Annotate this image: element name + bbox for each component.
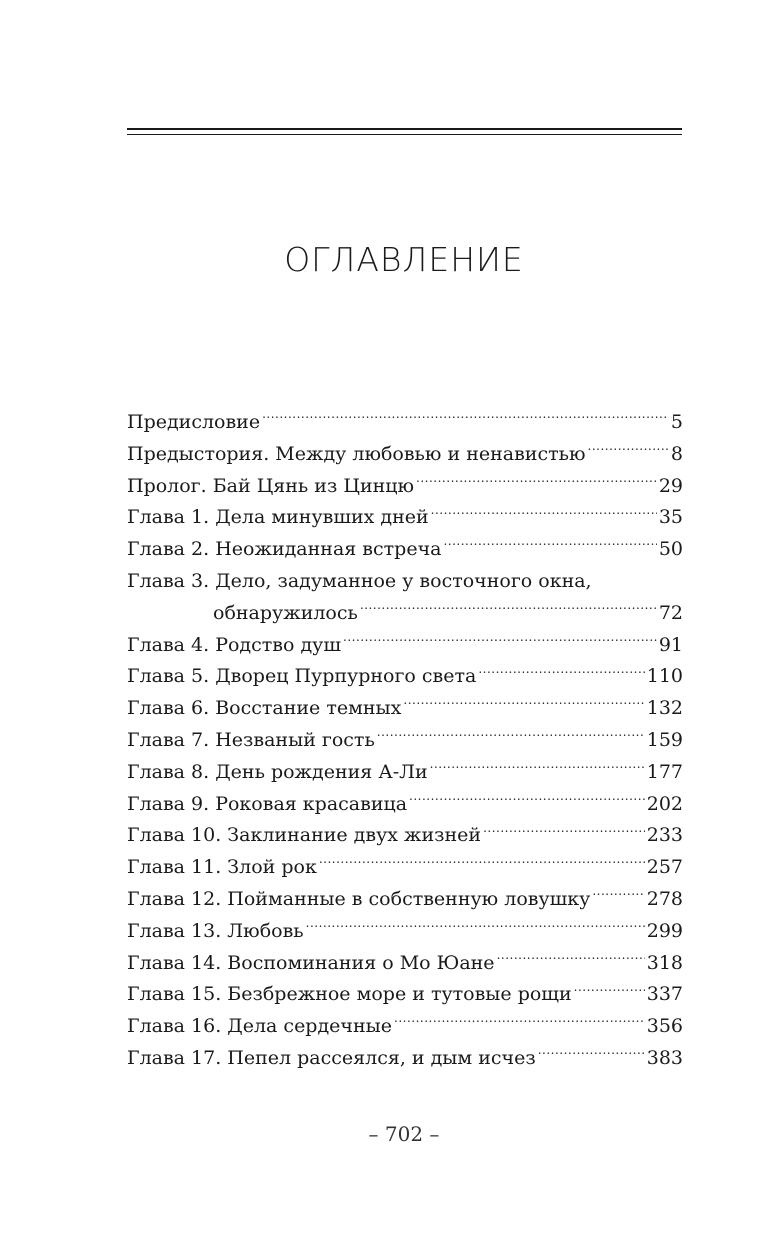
toc-entry-page: 318	[646, 951, 683, 974]
dot-leader	[416, 473, 657, 492]
toc-entry-page: 278	[646, 887, 683, 910]
toc-entry-chapter-3[interactable]	[127, 566, 683, 598]
toc-entry-page: 35	[658, 506, 683, 529]
toc-entry-label: Глава 5. Дворец Пурпурного света	[127, 665, 477, 688]
dot-leader	[538, 1045, 645, 1064]
table-of-contents	[127, 407, 683, 1075]
toc-entry-page: 8	[670, 442, 683, 465]
toc-entry-page: 50	[658, 538, 683, 561]
toc-entry-chapter-11[interactable]	[127, 852, 683, 884]
toc-entry-label: Глава 6. Восстание темных	[127, 697, 402, 720]
dot-leader	[574, 981, 645, 1000]
dot-leader	[592, 886, 644, 905]
toc-entry-chapter-10[interactable]	[127, 820, 683, 852]
toc-entry-label: Предисловие	[127, 411, 261, 433]
toc-entry-page: 356	[646, 1015, 683, 1038]
toc-entry-label: Глава 7. Незваный гость	[127, 728, 375, 751]
toc-entry-label: Глава 4. Родство душ	[127, 633, 342, 656]
dot-leader	[409, 791, 645, 810]
dot-leader	[319, 854, 645, 873]
dot-leader	[377, 727, 645, 746]
toc-entry-label: Пролог. Бай Цянь из Цинцю	[127, 474, 415, 497]
dot-leader	[431, 504, 657, 523]
toc-entry-preface[interactable]	[127, 407, 683, 439]
toc-entry-page: 177	[646, 760, 683, 783]
toc-entry-label: Глава 17. Пепел рассеялся, и дым исчез	[127, 1046, 536, 1069]
toc-entry-page: 132	[646, 697, 683, 720]
dot-leader	[443, 536, 656, 555]
dot-leader	[483, 822, 645, 841]
toc-entry-chapter-5[interactable]	[127, 661, 683, 693]
toc-entry-chapter-14[interactable]	[127, 948, 683, 980]
toc-entry-page: 29	[658, 474, 683, 497]
toc-entry-chapter-7[interactable]	[127, 725, 683, 757]
toc-entry-page: 159	[646, 728, 683, 751]
toc-entry-label: Глава 16. Дела сердечные	[127, 1015, 393, 1038]
header-rule-thick	[127, 128, 682, 130]
toc-entry-label: Глава 8. День рождения А-Ли	[127, 760, 428, 783]
toc-entry-label: Предыстория. Между любовью и ненавистью	[127, 442, 586, 465]
toc-entry-page: 299	[646, 919, 683, 942]
toc-entry-chapter-13[interactable]	[127, 916, 683, 948]
toc-entry-page: 257	[646, 856, 683, 879]
toc-entry-label: Глава 12. Пойманные в собственную ловушку	[127, 887, 591, 910]
dot-leader	[430, 759, 645, 778]
toc-entry-label: Глава 14. Воспоминания о Мо Юане	[127, 951, 495, 974]
toc-entry-chapter-2[interactable]	[127, 534, 683, 566]
toc-entry-page: 202	[646, 792, 683, 815]
toc-entry-chapter-3-continued[interactable]	[127, 598, 683, 630]
toc-entry-chapter-1[interactable]	[127, 502, 683, 534]
toc-entry-label: Глава 10. Заклинание двух жизней	[127, 824, 482, 847]
toc-entry-page: 5	[670, 411, 683, 433]
toc-entry-page: 383	[646, 1046, 683, 1069]
toc-entry-page: 233	[646, 824, 683, 847]
toc-entry-label: Глава 11. Злой рок	[127, 856, 317, 879]
toc-entry-label: Глава 9. Роковая красавица	[127, 792, 408, 815]
toc-entry-chapter-8[interactable]	[127, 757, 683, 789]
toc-entry-chapter-15[interactable]	[127, 979, 683, 1011]
page-title: ОГЛАВЛЕНИЕ	[284, 240, 524, 279]
dot-leader	[588, 441, 669, 460]
toc-entry-chapter-16[interactable]	[127, 1011, 683, 1043]
toc-entry-chapter-6[interactable]	[127, 693, 683, 725]
dot-leader	[478, 663, 644, 682]
toc-entry-page: 72	[658, 601, 683, 624]
toc-entry-label: Глава 3. Дело, задуманное у восточного окна,	[127, 569, 592, 592]
toc-entry-page: 110	[646, 665, 683, 688]
header-rule-thin	[127, 134, 682, 135]
dot-leader	[262, 409, 669, 428]
toc-entry-label-continued: обнаружилось	[213, 601, 358, 624]
toc-entry-chapter-17[interactable]	[127, 1043, 683, 1075]
toc-entry-prologue[interactable]	[127, 471, 683, 503]
toc-entry-chapter-9[interactable]	[127, 789, 683, 821]
page-number: – 702 –	[368, 1122, 440, 1146]
dot-leader	[403, 695, 644, 714]
toc-entry-chapter-4[interactable]	[127, 630, 683, 662]
toc-entry-chapter-12[interactable]	[127, 884, 683, 916]
toc-entry-label: Глава 2. Неожиданная встреча	[127, 538, 442, 561]
toc-entry-backstory[interactable]	[127, 439, 683, 471]
toc-entry-page: 91	[658, 633, 683, 656]
dot-leader	[306, 918, 645, 937]
toc-entry-label: Глава 13. Любовь	[127, 919, 304, 942]
dot-leader	[394, 1013, 645, 1032]
toc-entry-label: Глава 1. Дела минувших дней	[127, 506, 429, 529]
dot-leader	[497, 950, 645, 969]
dot-leader	[343, 632, 657, 651]
toc-entry-label: Глава 15. Безбрежное море и тутовые рощи	[127, 983, 572, 1006]
dot-leader	[360, 600, 657, 619]
toc-entry-page: 337	[646, 983, 683, 1006]
